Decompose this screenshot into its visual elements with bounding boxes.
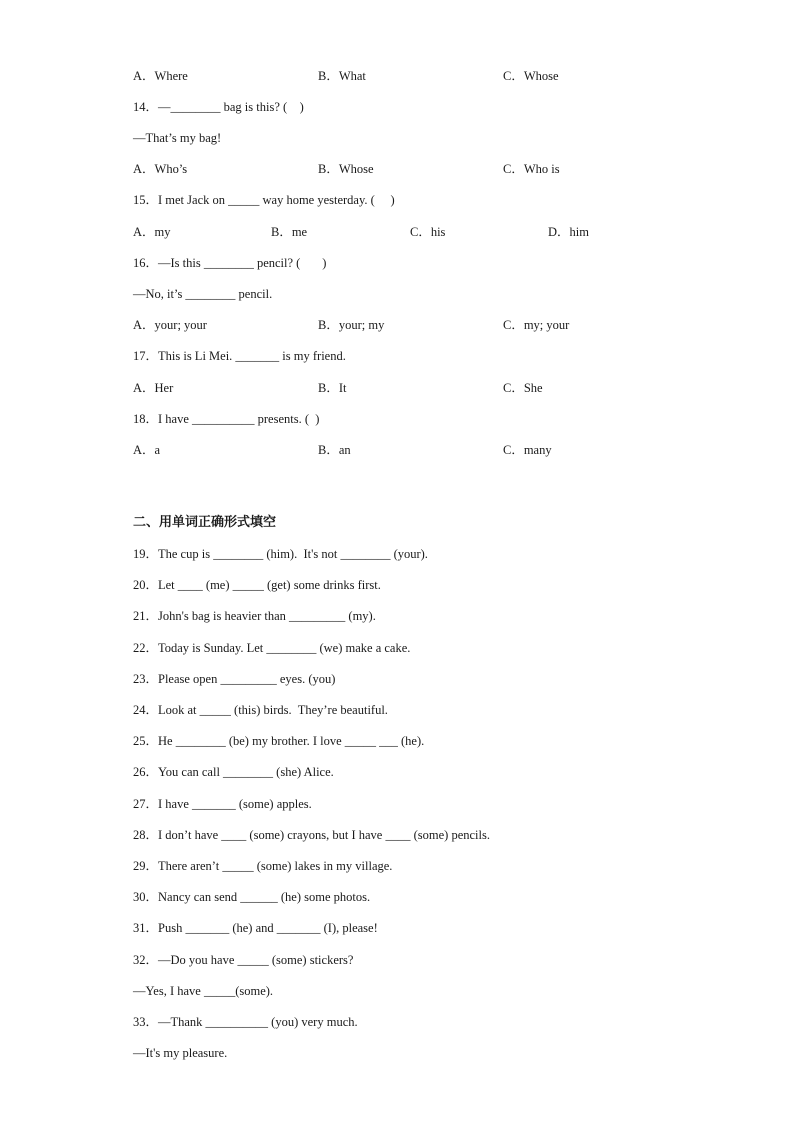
q32-reply: —Yes, I have _____(some). <box>133 984 274 998</box>
q14-stem: 14．—________ bag is this? ( ) <box>133 100 304 114</box>
q17-option-b: B．It <box>318 381 347 395</box>
q17-option-c: C．She <box>503 381 543 395</box>
q17-stem: 17．This is Li Mei. _______ is my friend. <box>133 349 346 363</box>
q14-option-c: C．Who is <box>503 162 560 176</box>
q22-line: 22．Today is Sunday. Let ________ (we) make a cake. <box>133 641 411 655</box>
q32-line: 32．—Do you have _____ (some) stickers? <box>133 953 354 967</box>
q31-line: 31．Push _______ (he) and _______ (I), please! <box>133 921 378 935</box>
q16-reply: —No, it’s ________ pencil. <box>133 287 273 301</box>
q18-stem: 18．I have __________ presents. ( ) <box>133 412 320 426</box>
q33-reply: —It's my pleasure. <box>133 1046 228 1060</box>
q16-option-c: C．my; your <box>503 318 570 332</box>
q15-option-c: C．his <box>410 225 446 239</box>
q25-line: 25．He ________ (be) my brother. I love _____ ___ (he). <box>133 734 425 748</box>
q28-line: 28．I don’t have ____ (some) crayons, but I have ____ (some) pencils. <box>133 828 490 842</box>
q24-line: 24．Look at _____ (this) birds. They’re beautiful. <box>133 703 388 717</box>
q18-option-a: A．a <box>133 443 161 457</box>
q15-stem: 15．I met Jack on _____ way home yesterday. ( ) <box>133 193 395 207</box>
q33-line: 33．—Thank __________ (you) very much. <box>133 1015 358 1029</box>
q15-option-b: B．me <box>271 225 308 239</box>
q26-line: 26．You can call ________ (she) Alice. <box>133 765 334 779</box>
q27-line: 27．I have _______ (some) apples. <box>133 797 312 811</box>
q30-line: 30．Nancy can send ______ (he) some photos. <box>133 890 371 904</box>
q16-option-b: B．your; my <box>318 318 385 332</box>
q19-line: 19．The cup is ________ (him). It's not ________ (your). <box>133 547 428 561</box>
q13-option-b: B．What <box>318 69 366 83</box>
q17-option-a: A．Her <box>133 381 174 395</box>
q14-reply: —That’s my bag! <box>133 131 222 145</box>
q23-line: 23．Please open _________ eyes. (you) <box>133 672 336 686</box>
q13-option-c: C．Whose <box>503 69 559 83</box>
q15-option-a: A．my <box>133 225 171 239</box>
section-title: 二、用单词正确形式填空 <box>133 515 277 530</box>
q14-option-a: A．Who’s <box>133 162 188 176</box>
q15-option-d: D．him <box>548 225 589 239</box>
q14-option-b: B．Whose <box>318 162 374 176</box>
q16-stem: 16．—Is this ________ pencil? ( ) <box>133 256 327 270</box>
q21-line: 21．John's bag is heavier than _________ (my). <box>133 609 376 623</box>
q29-line: 29．There aren’t _____ (some) lakes in my village. <box>133 859 393 873</box>
q20-line: 20．Let ____ (me) _____ (get) some drinks first. <box>133 578 381 592</box>
q16-option-a: A．your; your <box>133 318 207 332</box>
q18-option-b: B．an <box>318 443 351 457</box>
q18-option-c: C．many <box>503 443 552 457</box>
q13-option-a: A．Where <box>133 69 188 83</box>
